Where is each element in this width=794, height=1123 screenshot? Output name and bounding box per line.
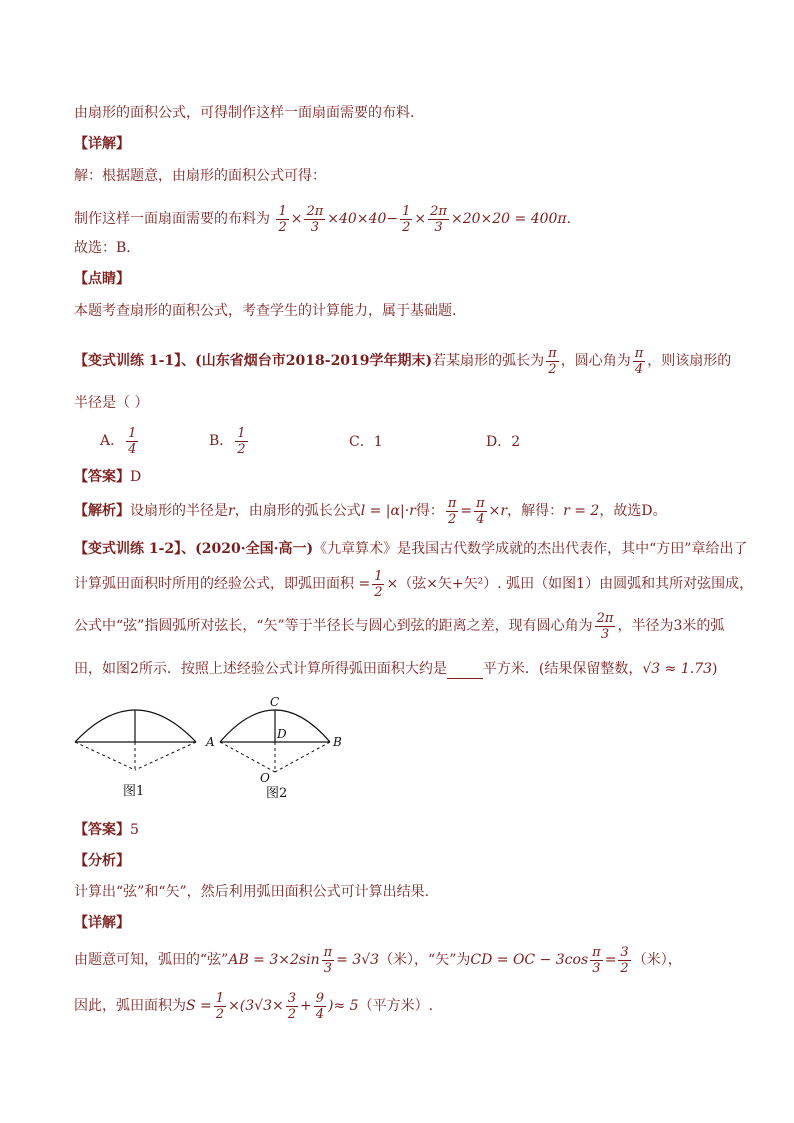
question-text-c: ，则该扇形的 bbox=[647, 353, 732, 369]
fraction-half: $\frac{1}{2}$ bbox=[278, 203, 287, 235]
choice-line: 故选：B. bbox=[74, 240, 131, 256]
fraction-pi-over-3-b: $\frac{\pi}{3}$ bbox=[592, 944, 601, 976]
answer-line-2 bbox=[74, 820, 139, 840]
fraction-pi-over-4: $\frac{\pi}{4}$ bbox=[634, 345, 644, 377]
question-1-2-line3 bbox=[74, 606, 724, 646]
analysis-result: r = 2 bbox=[563, 503, 600, 519]
question-2-line4-d: ) bbox=[712, 661, 718, 677]
analysis-text-b: ，由扇形的弧长公式 bbox=[234, 503, 361, 519]
label-O: O bbox=[260, 771, 270, 785]
fraction-three-halves-b: $\frac{3}{2}$ bbox=[287, 990, 297, 1022]
area-expr: S = bbox=[186, 998, 212, 1014]
question-1-1-line2: 半径是（ ） bbox=[74, 395, 149, 411]
chord-expr: AB = 3×2sin bbox=[228, 952, 320, 968]
figure-2 bbox=[205, 695, 342, 801]
analysis-text-e: ，故选D。 bbox=[599, 503, 667, 519]
question-2-line2-b: ×（弦×矢+矢²）. 弧田（如图1）由圆弧和其所对弦围成， bbox=[386, 576, 754, 592]
answer-label: 【答案】 bbox=[74, 469, 130, 485]
question-source: 、(山东省烟台市2018-2019学年期末) bbox=[181, 353, 433, 369]
formula-part2: ×20×20 = 400π bbox=[450, 211, 567, 227]
question-text-b: ，圆心角为 bbox=[560, 353, 631, 369]
detail-label-2: 【详解】 bbox=[74, 915, 130, 931]
fraction-pi-over-3: $\frac{\pi}{3}$ bbox=[323, 944, 333, 976]
fraction-one-half: $\frac{1}{2}$ bbox=[237, 425, 246, 457]
answer-blank[interactable] bbox=[447, 664, 483, 679]
question-label: 【变式训练 1-1】 bbox=[74, 353, 182, 369]
analysis-line-1: 【解析】设扇形的半径是r，由扇形的弧长公式l = |α|·r得： $\frac{\pi}{2}$ = $\frac{\pi}{4}$ ×r，解得：r = 2，故选D。 bbox=[74, 495, 667, 527]
fig1-caption: 图1 bbox=[123, 784, 145, 799]
question-2-line4-a: 田，如图2所示．按照上述经验公式计算所得弧田面积大约是 bbox=[74, 661, 447, 677]
question-2-source: 、(2020·全国·高一) bbox=[181, 541, 314, 557]
option-c: C．1 bbox=[349, 434, 383, 450]
analysis-text-2: 计算出“弦”和“矢”，然后利用弧田面积公式可计算出结果. bbox=[74, 884, 430, 900]
label-B: B bbox=[333, 735, 342, 749]
fraction-pi-over-4-b: $\frac{\pi}{4}$ bbox=[476, 495, 485, 527]
area-expr-plus: + bbox=[300, 998, 312, 1014]
fraction-half-2: $\frac{1}{2}$ bbox=[402, 203, 411, 235]
fig2-radius-right bbox=[275, 742, 330, 772]
question-1-2-line2 bbox=[74, 564, 753, 604]
fraction-two-pi-over-3-q2: $\frac{2\pi}{3}$ bbox=[596, 610, 614, 642]
figure-1 bbox=[75, 710, 196, 799]
sagitta-equals: = bbox=[604, 952, 617, 968]
question-2-line3-b: ，半径为3米的弧 bbox=[617, 618, 725, 634]
answer-value: D bbox=[130, 469, 142, 485]
formula-part1: ×40×40− bbox=[327, 211, 399, 227]
figures bbox=[68, 690, 368, 805]
fraction-pi-over-2: $\frac{\pi}{2}$ bbox=[548, 345, 557, 377]
answer-value-2: 5 bbox=[130, 822, 139, 838]
intro-line: 由扇形的面积公式，可得制作这样一面扇面需要的布料. bbox=[74, 105, 415, 121]
formula-end: . bbox=[566, 211, 572, 227]
formula-prefix: 制作这样一面扇面需要的布料为 bbox=[74, 211, 270, 227]
option-d: D．2 bbox=[486, 434, 521, 450]
analysis-label: 【解析】 bbox=[74, 503, 130, 519]
fig2-radius-left bbox=[220, 742, 275, 772]
comment-label: 【点睛】 bbox=[74, 271, 130, 287]
detail-line-2 bbox=[74, 986, 433, 1026]
question-2-line1-text: 《九章算术》是我国古代数学成就的杰出代表作，其中“方田”章给出了 bbox=[313, 541, 748, 557]
detail2-a: 因此，弧田面积为 bbox=[74, 998, 186, 1014]
label-A: A bbox=[206, 735, 215, 749]
fraction-one-quarter: $\frac{1}{4}$ bbox=[128, 425, 137, 457]
sagitta-expr: CD = OC − 3cos bbox=[470, 952, 589, 968]
question-2-line3-a: 公式中“弦”指圆弧所对弦长，“矢”等于半径长与圆心到弦的距离之差，现有圆心角为 bbox=[74, 618, 593, 634]
analysis-text-d: ，解得： bbox=[507, 503, 564, 519]
answer-line-1 bbox=[74, 467, 141, 487]
fraction-two-pi-over-3-2: $\frac{2\pi}{3}$ bbox=[430, 203, 447, 235]
detail1-a: 由题意可知，弧田的“弦” bbox=[74, 952, 229, 968]
detail1-b: （米），“矢”为 bbox=[379, 952, 471, 968]
chord-value: = 3√3 bbox=[336, 952, 380, 968]
label-C: C bbox=[270, 695, 280, 709]
solution-formula-line: 制作这样一面扇面需要的布料为 $\frac{1}{2}$ × $\frac{2\pi}{3}$ ×40×40− $\frac{1}{2}$ × $\frac{2\pi}{3}$ ×20×20 = 400π. bbox=[74, 203, 572, 235]
detail1-c: （米）， bbox=[632, 952, 682, 968]
detail-line-1 bbox=[74, 940, 682, 980]
fraction-three-halves: $\frac{3}{2}$ bbox=[620, 944, 629, 976]
fraction-nine-quarters: $\frac{9}{4}$ bbox=[315, 990, 325, 1022]
question-text-a: 若某扇形的弧长为 bbox=[432, 353, 545, 369]
option-a-label: A． bbox=[100, 433, 125, 449]
fraction-two-pi-over-3: $\frac{2\pi}{3}$ bbox=[306, 203, 324, 235]
analysis-r: r bbox=[228, 503, 235, 519]
detail2-b: （平方米）. bbox=[358, 998, 434, 1014]
label-D: D bbox=[277, 727, 287, 741]
question-2-label: 【变式训练 1-2】 bbox=[74, 541, 182, 557]
fraction-half-area: $\frac{1}{2}$ bbox=[215, 990, 225, 1022]
sqrt3-approx: √3 ≈ 1.73 bbox=[642, 661, 713, 677]
question-2-line2-a: 计算弧田面积时所用的经验公式，即弧田面积 = bbox=[74, 576, 371, 592]
option-b bbox=[209, 421, 250, 461]
detail-label: 【详解】 bbox=[74, 136, 130, 152]
fig2-caption: 图2 bbox=[266, 786, 288, 801]
analysis-equation: ×r bbox=[488, 503, 508, 519]
question-1-2-line4 bbox=[74, 659, 717, 679]
analysis-label-2: 【分析】 bbox=[74, 853, 130, 869]
fraction-pi-over-2-b: $\frac{\pi}{2}$ bbox=[447, 495, 457, 527]
solution-line: 解：根据题意，由扇形的面积公式可得： bbox=[74, 168, 326, 184]
arc-length-formula: l = |α|·r bbox=[360, 503, 416, 519]
analysis-text-c: 得： bbox=[415, 503, 444, 519]
comment-text: 本题考查扇形的面积公式，考查学生的计算能力，属于基础题. bbox=[74, 303, 457, 319]
fraction-half-q2: $\frac{1}{2}$ bbox=[374, 568, 383, 600]
option-b-label: B． bbox=[209, 433, 234, 449]
question-1-2-line1 bbox=[74, 539, 747, 559]
area-result: )≈ 5 bbox=[328, 998, 359, 1014]
question-1-1-line1 bbox=[74, 341, 731, 381]
answer-label-2: 【答案】 bbox=[74, 822, 130, 838]
area-expr-b: ×(3√3× bbox=[228, 998, 284, 1014]
option-a bbox=[100, 421, 140, 461]
analysis-text-a: 设扇形的半径是 bbox=[130, 503, 228, 519]
question-2-line4-b: 平方米．(结果保留整数， bbox=[482, 661, 643, 677]
fig1-radius-right bbox=[135, 742, 196, 770]
fig1-radius-left bbox=[75, 742, 135, 770]
